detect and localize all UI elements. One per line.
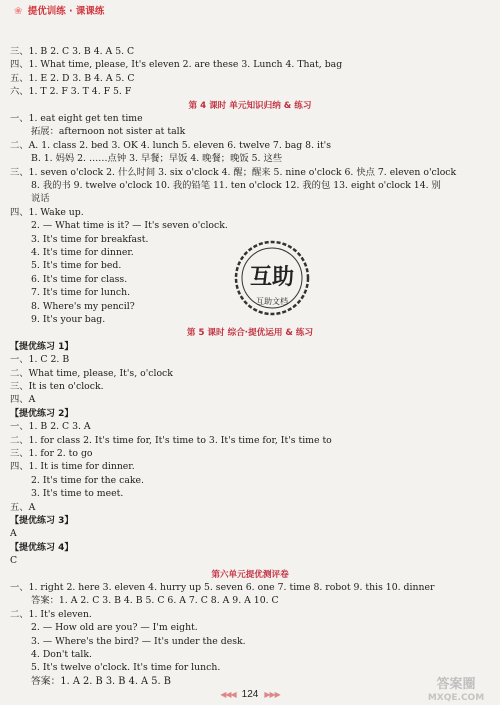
- line-text: 四、1. It is time for dinner.: [10, 461, 135, 473]
- stamp-logo: [232, 238, 312, 318]
- line-text: 第六单元提优测评卷: [211, 569, 289, 580]
- line-text: 5. It's time for bed.: [31, 260, 122, 272]
- line-text: 五、1. E 2. D 3. B 4. A 5. C: [10, 72, 135, 84]
- line-text: 9. It's your bag.: [31, 314, 106, 325]
- arrows-left-icon: ◀◀◀: [220, 690, 236, 699]
- line-text: 二、What time, please, It's, o'clock: [10, 367, 173, 379]
- line-text: 说话: [31, 193, 50, 205]
- line-text: 3. It's time for breakfast.: [31, 233, 149, 245]
- line-text: 2. — How old are you? — I'm eight.: [31, 622, 198, 634]
- header-title: 提优训练 · 课课练: [27, 6, 105, 17]
- line-text: 4. It's time for dinner.: [31, 247, 134, 258]
- line-text: 第 5 课时 综合·提优运用 & 练习: [186, 328, 314, 339]
- svg-text:MXQE.COM: MXQE.COM: [427, 693, 485, 703]
- line-text: B. 1. 妈妈 2. ……点钟 3. 早餐；早饭 4. 晚餐；晚饭 5. 这些: [31, 153, 283, 165]
- line-text: 【提优练习 4】: [10, 542, 74, 553]
- page-header: [14, 3, 104, 17]
- line-text: 【提优练习 3】: [10, 516, 74, 526]
- line-text: 第 4 课时 单元知识归纳 & 练习: [188, 100, 312, 111]
- line-text: 答案：1. A 2. B 3. B 4. A 5. B: [31, 675, 171, 687]
- svg-text:互助: 互助: [249, 265, 295, 290]
- line-text: 四、1. Wake up.: [10, 206, 84, 218]
- line-text: C: [10, 555, 18, 567]
- line-text: 3. — Where's the bird? — It's under the desk.: [31, 635, 246, 647]
- line-text: 3. It's time to meet.: [31, 488, 124, 500]
- line-text: 二、1. for class 2. It's time for, It's time to 3. It's time for, It's time to: [10, 434, 332, 446]
- line-text: 五、A: [10, 501, 36, 513]
- page-number-text: 124: [241, 689, 259, 700]
- line-text: 二、A. 1. class 2. bed 3. OK 4. lunch 5. eleven 6. twelve 7. bag 8. it's: [10, 139, 332, 151]
- line-text: 答案：1. A 2. C 3. B 4. B 5. C 6. A 7. C 8. A 9. A 10. C: [31, 595, 279, 607]
- line-text: 6. It's time for class.: [31, 273, 128, 285]
- line-text: 4. Don't talk.: [31, 649, 92, 660]
- line-text: 三、It is ten o'clock.: [10, 381, 104, 392]
- line-text: A: [10, 528, 17, 540]
- line-text: 8. 我的书 9. twelve o'clock 10. 我的铅笔 11. ten o'clock 12. 我的包 13. eight o'clock 14. 别: [31, 180, 441, 191]
- arrows-right-icon: ▶▶▶: [264, 690, 280, 699]
- line-text: 一、1. right 2. here 3. eleven 4. hurry up 5. seven 6. one 7. time 8. robot 9. this 10. dinner: [10, 582, 435, 593]
- svg-text:互助文档: 互助文档: [256, 297, 288, 306]
- line-text: 5. It's twelve o'clock. It's time for lunch.: [31, 662, 221, 674]
- decorative-flourish-icon: ❀: [14, 6, 23, 17]
- line-text: 拓展：afternoon not sister at talk: [31, 126, 186, 138]
- watermark-logo: [416, 675, 496, 703]
- line-text: 三、1. for 2. to go: [10, 448, 93, 459]
- line-text: 四、1. What time, please, It's eleven 2. are these 3. Lunch 4. That, bag: [10, 59, 343, 71]
- line-text: 8. Where's my pencil?: [31, 300, 135, 312]
- line-text: 【提优练习 2】: [10, 408, 74, 419]
- line-text: 一、1. B 2. C 3. A: [10, 421, 91, 433]
- line-text: 二、1. It's eleven.: [10, 608, 92, 620]
- line-text: 三、1. B 2. C 3. B 4. A 5. C: [10, 46, 135, 57]
- line-text: 2. It's time for the cake.: [31, 474, 144, 486]
- line-text: 三、1. seven o'clock 2. 什么时间 3. six o'clock 4. 醒；醒来 5. nine o'clock 6. 快点 7. eleven o'clock: [10, 166, 457, 178]
- line-text: 一、1. C 2. B: [10, 354, 70, 366]
- svg-text:答案圈: 答案圈: [436, 677, 476, 692]
- line-text: 六、1. T 2. F 3. T 4. F 5. F: [10, 86, 132, 98]
- line-text: 四、A: [10, 394, 36, 406]
- line-text: 2. — What time is it? — It's seven o'clock.: [31, 220, 228, 232]
- line-text: 7. It's time for lunch.: [31, 287, 131, 299]
- line-text: 一、1. eat eight get ten time: [10, 113, 143, 124]
- line-text: 【提优练习 1】: [10, 341, 74, 352]
